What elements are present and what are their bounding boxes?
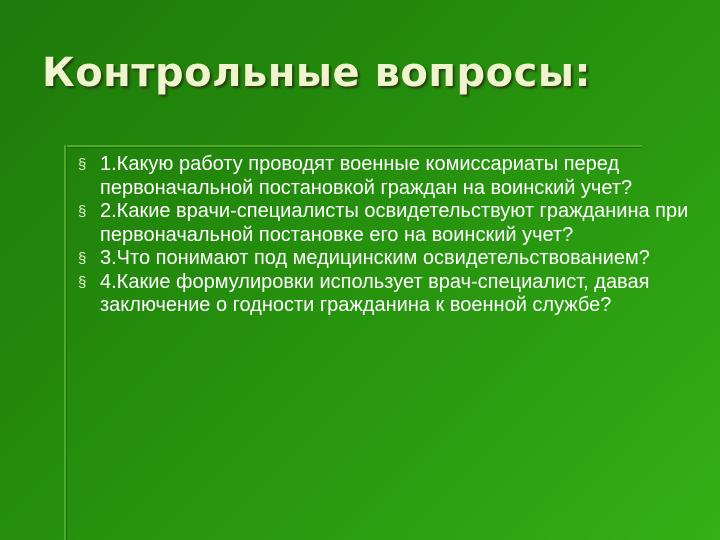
- question-item-2: [78, 200, 690, 247]
- question-item-4: [78, 271, 690, 318]
- question-list: [78, 153, 690, 318]
- question-item-3: [78, 247, 690, 271]
- section-bullet-icon: §: [78, 203, 87, 220]
- question-text: 3.Что понимают под медицинским освидетельствованием?: [100, 247, 650, 269]
- section-bullet-icon: §: [78, 250, 87, 267]
- question-text: 2.Какие врачи-специалисты освидетельствуют гражданина при первоначальной постановке его на воинский учет?: [100, 200, 689, 246]
- question-text: 1.Какую работу проводят военные комиссариаты перед первоначальной постановкой граждан на воинский учет?: [100, 153, 633, 199]
- title-divider-horizontal: [64, 145, 642, 147]
- slide-title: Контрольные вопросы:: [42, 50, 591, 96]
- title-divider-vertical: [64, 145, 66, 540]
- question-text: 4.Какие формулировки использует врач-специалист, давая заключение о годности гражданина к военной службе?: [100, 270, 650, 316]
- question-item-1: [78, 153, 690, 200]
- section-bullet-icon: §: [78, 156, 87, 173]
- section-bullet-icon: §: [78, 273, 87, 291]
